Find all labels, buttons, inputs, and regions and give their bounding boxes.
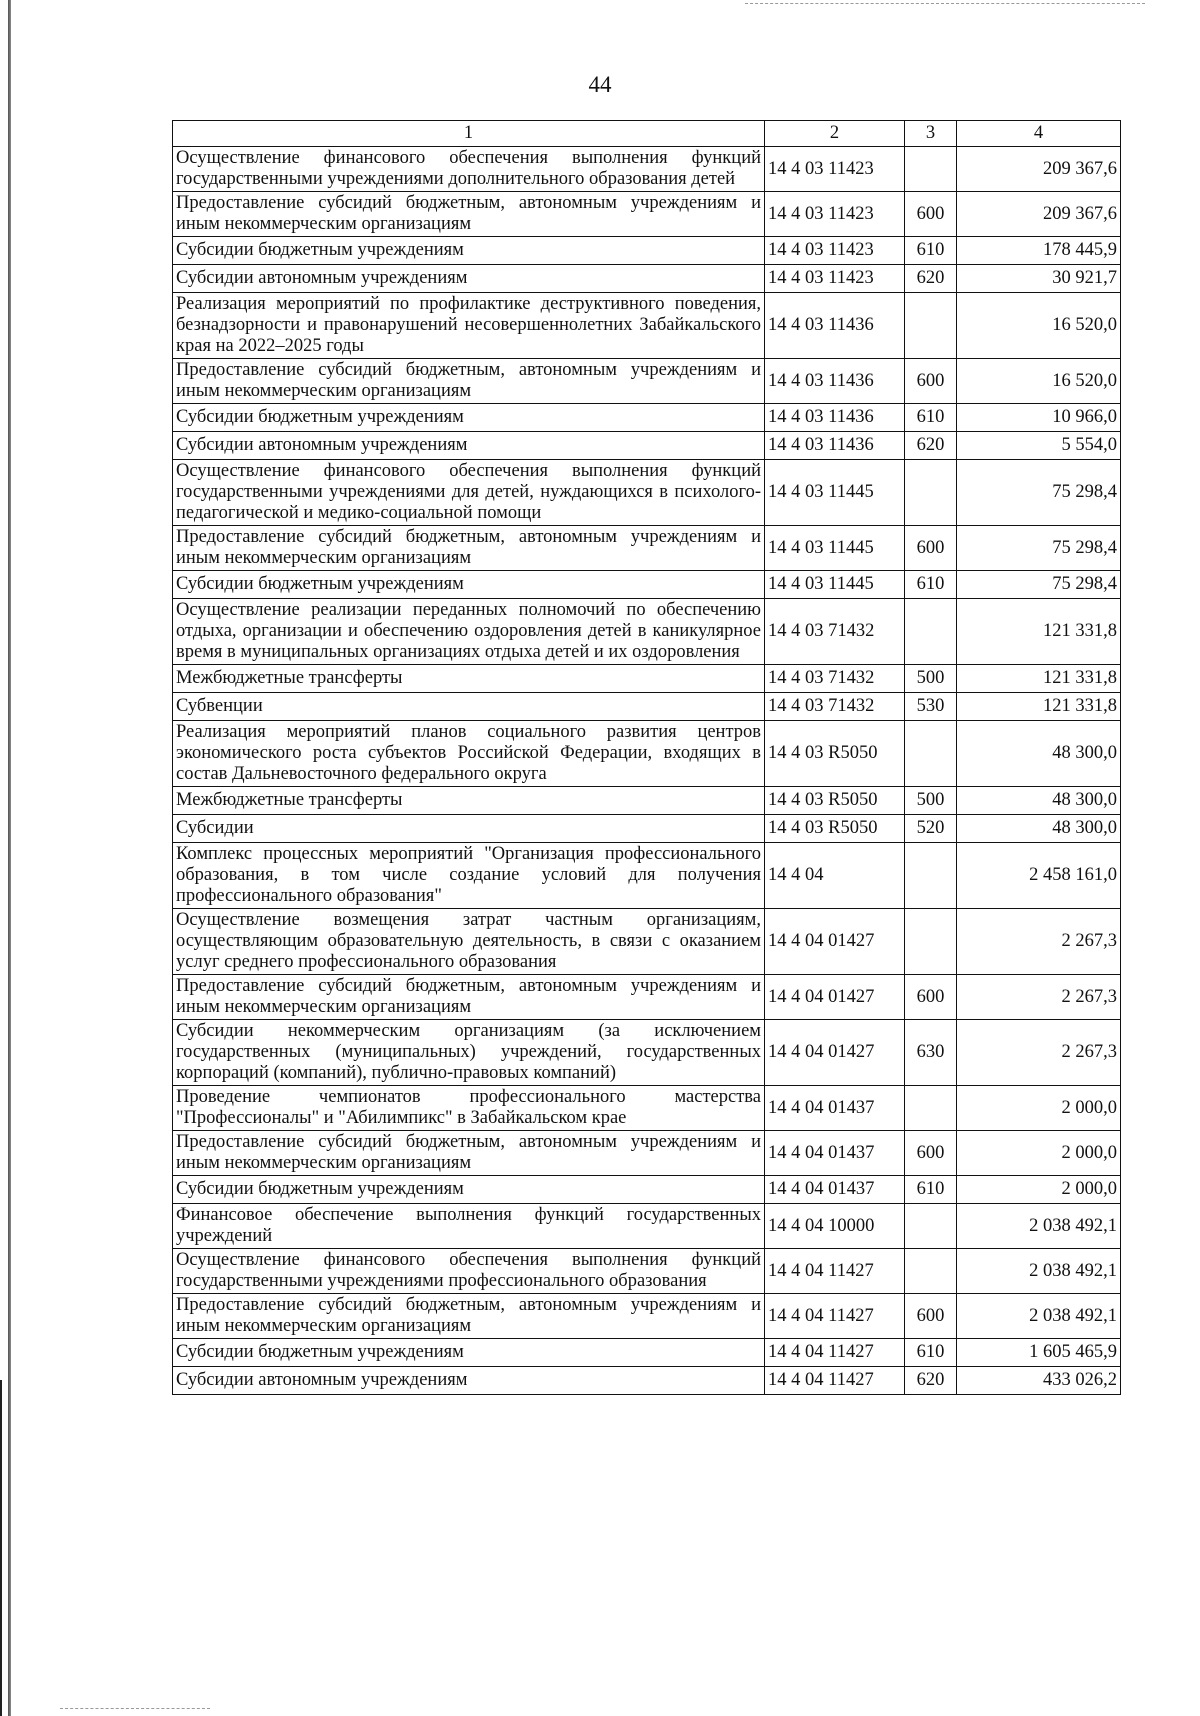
row-target-code: 14 4 03 R5050 <box>765 787 905 815</box>
row-description: Проведение чемпионатов профессионального мастерства "Профессионалы" и "Абилимпикс" в Забайкальском крае <box>173 1086 765 1131</box>
row-amount: 433 026,2 <box>957 1367 1121 1395</box>
row-expense-type: 600 <box>905 192 957 237</box>
column-header-3: 3 <box>905 121 957 147</box>
row-description: Предоставление субсидий бюджетным, автономным учреждениям и иным некоммерческим организациям <box>173 1294 765 1339</box>
row-description: Предоставление субсидий бюджетным, автономным учреждениям и иным некоммерческим организациям <box>173 192 765 237</box>
row-description: Реализация мероприятий планов социального развития центров экономического роста субъектов Российской Федерации, входящих в состав Дальневосточного федерального округа <box>173 721 765 787</box>
row-expense-type: 610 <box>905 404 957 432</box>
row-description: Субсидии бюджетным учреждениям <box>173 1176 765 1204</box>
row-target-code: 14 4 03 11445 <box>765 460 905 526</box>
row-amount: 209 367,6 <box>957 192 1121 237</box>
table-row <box>173 693 1121 721</box>
row-amount: 16 520,0 <box>957 293 1121 359</box>
row-expense-type: 620 <box>905 432 957 460</box>
scan-left-edge <box>8 0 11 1716</box>
row-expense-type <box>905 909 957 975</box>
row-target-code: 14 4 04 01427 <box>765 909 905 975</box>
row-expense-type: 600 <box>905 1131 957 1176</box>
row-target-code: 14 4 03 R5050 <box>765 721 905 787</box>
row-expense-type: 610 <box>905 1339 957 1367</box>
page-number: 44 <box>588 72 612 97</box>
row-expense-type: 600 <box>905 526 957 571</box>
row-amount: 2 038 492,1 <box>957 1294 1121 1339</box>
row-description: Реализация мероприятий по профилактике деструктивного поведения, безнадзорности и правонарушений несовершеннолетних Забайкальского края на 2022–2025 годы <box>173 293 765 359</box>
table-row <box>173 192 1121 237</box>
row-expense-type <box>905 1204 957 1249</box>
row-description: Осуществление финансового обеспечения выполнения функций государственными учреждениями дополнительного образования детей <box>173 147 765 192</box>
row-amount: 5 554,0 <box>957 432 1121 460</box>
column-header-1: 1 <box>173 121 765 147</box>
row-target-code: 14 4 04 01427 <box>765 975 905 1020</box>
row-expense-type: 610 <box>905 1176 957 1204</box>
row-description: Субсидии <box>173 815 765 843</box>
table-row <box>173 787 1121 815</box>
row-target-code: 14 4 03 11436 <box>765 359 905 404</box>
row-description: Субсидии автономным учреждениям <box>173 1367 765 1395</box>
row-amount: 75 298,4 <box>957 526 1121 571</box>
row-amount: 16 520,0 <box>957 359 1121 404</box>
row-expense-type: 600 <box>905 359 957 404</box>
scan-top-artifact <box>745 3 1145 5</box>
row-expense-type: 620 <box>905 1367 957 1395</box>
table-row <box>173 359 1121 404</box>
table-row <box>173 293 1121 359</box>
row-target-code: 14 4 03 11436 <box>765 432 905 460</box>
row-target-code: 14 4 04 01437 <box>765 1176 905 1204</box>
row-amount: 48 300,0 <box>957 815 1121 843</box>
row-amount: 30 921,7 <box>957 265 1121 293</box>
row-target-code: 14 4 03 11445 <box>765 571 905 599</box>
row-description: Осуществление финансового обеспечения выполнения функций государственными учреждениями для детей, нуждающихся в психолого-педагогической и медико-социальной помощи <box>173 460 765 526</box>
scan-bottom-artifact <box>60 1708 210 1710</box>
row-description: Предоставление субсидий бюджетным, автономным учреждениям и иным некоммерческим организациям <box>173 359 765 404</box>
row-description: Межбюджетные трансферты <box>173 665 765 693</box>
row-amount: 121 331,8 <box>957 665 1121 693</box>
row-expense-type: 530 <box>905 693 957 721</box>
row-target-code: 14 4 03 71432 <box>765 599 905 665</box>
row-amount: 121 331,8 <box>957 693 1121 721</box>
row-expense-type: 610 <box>905 571 957 599</box>
row-expense-type: 630 <box>905 1020 957 1086</box>
row-description: Предоставление субсидий бюджетным, автономным учреждениям и иным некоммерческим организациям <box>173 975 765 1020</box>
row-target-code: 14 4 04 01437 <box>765 1131 905 1176</box>
row-expense-type <box>905 1249 957 1294</box>
row-expense-type <box>905 1086 957 1131</box>
row-target-code: 14 4 03 R5050 <box>765 815 905 843</box>
row-target-code: 14 4 04 10000 <box>765 1204 905 1249</box>
row-target-code: 14 4 04 11427 <box>765 1249 905 1294</box>
row-amount: 75 298,4 <box>957 571 1121 599</box>
row-target-code: 14 4 04 11427 <box>765 1367 905 1395</box>
row-target-code: 14 4 03 71432 <box>765 665 905 693</box>
table-row <box>173 1204 1121 1249</box>
row-expense-type: 500 <box>905 665 957 693</box>
table-row <box>173 1367 1121 1395</box>
row-description: Осуществление возмещения затрат частным организациям, осуществляющим образовательную деятельность, в связи с оказанием услуг среднего профессионального образования <box>173 909 765 975</box>
row-amount: 10 966,0 <box>957 404 1121 432</box>
row-description: Субсидии автономным учреждениям <box>173 265 765 293</box>
row-target-code: 14 4 04 11427 <box>765 1294 905 1339</box>
row-amount: 2 038 492,1 <box>957 1249 1121 1294</box>
table-row <box>173 265 1121 293</box>
table-row <box>173 571 1121 599</box>
table-row <box>173 1294 1121 1339</box>
row-amount: 2 458 161,0 <box>957 843 1121 909</box>
table-row <box>173 599 1121 665</box>
table-row <box>173 432 1121 460</box>
row-description: Субсидии автономным учреждениям <box>173 432 765 460</box>
table-row <box>173 665 1121 693</box>
table-row <box>173 1086 1121 1131</box>
row-description: Предоставление субсидий бюджетным, автономным учреждениям и иным некоммерческим организациям <box>173 1131 765 1176</box>
row-amount: 2 267,3 <box>957 909 1121 975</box>
table-row <box>173 1339 1121 1367</box>
column-header-2: 2 <box>765 121 905 147</box>
table-row <box>173 147 1121 192</box>
row-description: Субсидии бюджетным учреждениям <box>173 571 765 599</box>
row-amount: 48 300,0 <box>957 721 1121 787</box>
row-expense-type: 520 <box>905 815 957 843</box>
row-description: Субсидии бюджетным учреждениям <box>173 1339 765 1367</box>
row-expense-type <box>905 460 957 526</box>
row-target-code: 14 4 03 11436 <box>765 404 905 432</box>
row-description: Осуществление финансового обеспечения выполнения функций государственными учреждениями профессионального образования <box>173 1249 765 1294</box>
table-row <box>173 404 1121 432</box>
table-row <box>173 721 1121 787</box>
table-row <box>173 237 1121 265</box>
row-description: Межбюджетные трансферты <box>173 787 765 815</box>
row-amount: 2 267,3 <box>957 1020 1121 1086</box>
row-target-code: 14 4 04 <box>765 843 905 909</box>
row-amount: 1 605 465,9 <box>957 1339 1121 1367</box>
row-expense-type <box>905 843 957 909</box>
row-description: Субсидии бюджетным учреждениям <box>173 404 765 432</box>
row-target-code: 14 4 03 11423 <box>765 147 905 192</box>
row-expense-type: 600 <box>905 975 957 1020</box>
row-amount: 2 038 492,1 <box>957 1204 1121 1249</box>
row-expense-type: 600 <box>905 1294 957 1339</box>
row-description: Субсидии некоммерческим организациям (за исключением государственных (муниципальных) учреждений, государственных корпораций (компаний), публично-правовых компаний) <box>173 1020 765 1086</box>
row-target-code: 14 4 03 11423 <box>765 192 905 237</box>
row-expense-type <box>905 721 957 787</box>
row-amount: 121 331,8 <box>957 599 1121 665</box>
table-row <box>173 815 1121 843</box>
table-row <box>173 526 1121 571</box>
table-row <box>173 1176 1121 1204</box>
row-description: Предоставление субсидий бюджетным, автономным учреждениям и иным некоммерческим организациям <box>173 526 765 571</box>
table-row <box>173 975 1121 1020</box>
row-description: Комплекс процессных мероприятий "Организация профессионального образования, в том числе создание условий для получения профессионального образования" <box>173 843 765 909</box>
row-target-code: 14 4 03 71432 <box>765 693 905 721</box>
row-expense-type: 500 <box>905 787 957 815</box>
row-description: Субвенции <box>173 693 765 721</box>
row-target-code: 14 4 03 11423 <box>765 237 905 265</box>
row-expense-type: 620 <box>905 265 957 293</box>
table-row <box>173 843 1121 909</box>
row-target-code: 14 4 04 01427 <box>765 1020 905 1086</box>
table-body <box>173 147 1121 1395</box>
row-description: Финансовое обеспечение выполнения функций государственных учреждений <box>173 1204 765 1249</box>
row-target-code: 14 4 04 11427 <box>765 1339 905 1367</box>
table-row <box>173 1020 1121 1086</box>
row-expense-type: 610 <box>905 237 957 265</box>
table-row <box>173 909 1121 975</box>
row-expense-type <box>905 147 957 192</box>
row-target-code: 14 4 03 11423 <box>765 265 905 293</box>
row-amount: 2 267,3 <box>957 975 1121 1020</box>
table-header-row <box>173 121 1121 147</box>
row-amount: 2 000,0 <box>957 1176 1121 1204</box>
scan-left-edge-lower <box>0 1380 2 1716</box>
row-amount: 75 298,4 <box>957 460 1121 526</box>
row-expense-type <box>905 293 957 359</box>
row-amount: 178 445,9 <box>957 237 1121 265</box>
row-description: Осуществление реализации переданных полномочий по обеспечению отдыха, организации и обеспечению оздоровления детей в каникулярное время в муниципальных организациях отдыха детей и их оздоровления <box>173 599 765 665</box>
row-target-code: 14 4 03 11445 <box>765 526 905 571</box>
budget-table <box>172 120 1121 1395</box>
row-description: Субсидии бюджетным учреждениям <box>173 237 765 265</box>
row-amount: 2 000,0 <box>957 1086 1121 1131</box>
row-expense-type <box>905 599 957 665</box>
row-amount: 2 000,0 <box>957 1131 1121 1176</box>
row-target-code: 14 4 04 01437 <box>765 1086 905 1131</box>
row-amount: 209 367,6 <box>957 147 1121 192</box>
table-row <box>173 1249 1121 1294</box>
row-amount: 48 300,0 <box>957 787 1121 815</box>
row-target-code: 14 4 03 11436 <box>765 293 905 359</box>
column-header-4: 4 <box>957 121 1121 147</box>
table-row <box>173 1131 1121 1176</box>
table-row <box>173 460 1121 526</box>
